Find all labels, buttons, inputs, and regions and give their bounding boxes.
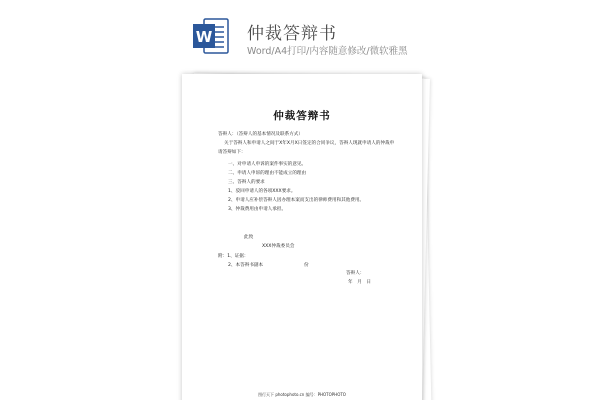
word-logo-icon xyxy=(192,17,230,55)
word-logo-letter: W xyxy=(195,28,213,46)
doc-line-attachment-2: 2、本答辩书副本 xyxy=(228,263,264,268)
doc-line-attachment: 附：1、证据： xyxy=(218,254,249,259)
doc-line-intro: 关于答辩人和申请人之间于X年X月X日签定的合同争议，答辩人现就申请人的仲裁申 xyxy=(224,141,395,146)
doc-line-point-3: 三、答辩人的要求 xyxy=(228,180,265,185)
doc-line-request-1: 1、驳回申请人的各项XXX要求。 xyxy=(228,189,296,194)
doc-line-point-1: 一、对申请人申诉的案件事实的意见。 xyxy=(228,162,307,167)
document-title: 仲裁答辩书 xyxy=(273,110,331,122)
doc-line-request-3: 3、仲裁费用由申请人承担。 xyxy=(228,207,287,212)
doc-line-intro-cont: 请答辩如下： xyxy=(218,150,246,155)
header-subtitle: Word/A4打印/内容随意修改/微软雅黑 xyxy=(247,46,408,57)
document-page xyxy=(182,74,422,400)
header-title: 仲裁答辩书 xyxy=(247,24,337,44)
doc-line-committee: XXX仲裁委员会 xyxy=(262,244,295,249)
doc-line-request-2: 2、申请人应补偿答辩人因办理本案而支出的律师费用和其他费用。 xyxy=(228,198,365,203)
doc-line-respondent: 答辩人：（答辩人的基本情况及联系方式） xyxy=(218,132,303,137)
doc-line-copies: 份 xyxy=(304,263,309,268)
document-footer: 图行天下 photophoto.cn 编号：PHOTOPHOTO xyxy=(258,392,346,397)
doc-line-date: 年 月 日 xyxy=(348,280,371,285)
doc-line-salutation: 此致 xyxy=(244,235,254,240)
doc-line-signature: 答辩人： xyxy=(346,271,365,276)
doc-line-point-2: 二、申请人申诉的理由不能成立的理由 xyxy=(228,171,307,176)
